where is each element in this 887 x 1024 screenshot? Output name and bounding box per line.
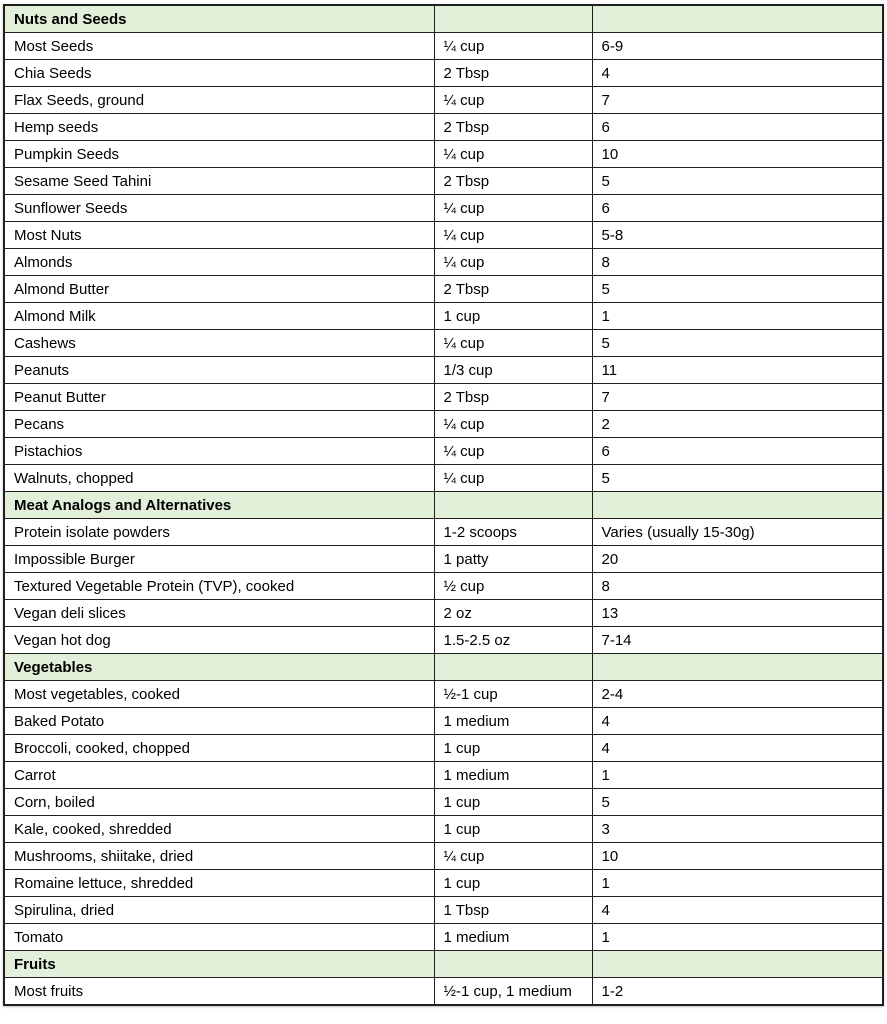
protein-cell: 10 <box>592 843 883 870</box>
food-cell: Sunflower Seeds <box>4 195 434 222</box>
serving-cell: ¼ cup <box>434 87 592 114</box>
protein-cell: 6 <box>592 114 883 141</box>
serving-cell: ¼ cup <box>434 195 592 222</box>
section-header-row <box>4 492 883 519</box>
food-row <box>4 762 883 789</box>
protein-cell: 1-2 <box>592 978 883 1006</box>
food-cell: Textured Vegetable Protein (TVP), cooked <box>4 573 434 600</box>
section-empty-cell <box>434 951 592 978</box>
serving-cell: ½-1 cup, 1 medium <box>434 978 592 1006</box>
serving-cell: ¼ cup <box>434 141 592 168</box>
food-row <box>4 168 883 195</box>
food-row <box>4 465 883 492</box>
serving-cell: 1 cup <box>434 870 592 897</box>
protein-cell: 2 <box>592 411 883 438</box>
food-cell: Most vegetables, cooked <box>4 681 434 708</box>
serving-cell: 1 medium <box>434 762 592 789</box>
food-cell: Almond Milk <box>4 303 434 330</box>
serving-cell: 1 Tbsp <box>434 897 592 924</box>
food-row <box>4 114 883 141</box>
food-row <box>4 60 883 87</box>
food-row <box>4 357 883 384</box>
food-row <box>4 384 883 411</box>
food-cell: Almond Butter <box>4 276 434 303</box>
serving-cell: ¼ cup <box>434 843 592 870</box>
protein-cell: 2-4 <box>592 681 883 708</box>
protein-cell: 10 <box>592 141 883 168</box>
protein-cell: 6-9 <box>592 33 883 60</box>
protein-cell: 4 <box>592 60 883 87</box>
food-cell: Broccoli, cooked, chopped <box>4 735 434 762</box>
serving-cell: 2 Tbsp <box>434 114 592 141</box>
protein-cell: 13 <box>592 600 883 627</box>
food-row <box>4 789 883 816</box>
serving-cell: ½ cup <box>434 573 592 600</box>
section-title: Meat Analogs and Alternatives <box>4 492 434 519</box>
food-cell: Vegan deli slices <box>4 600 434 627</box>
food-row <box>4 222 883 249</box>
serving-cell: 2 Tbsp <box>434 168 592 195</box>
section-header-row <box>4 951 883 978</box>
food-cell: Most Seeds <box>4 33 434 60</box>
protein-cell: 7-14 <box>592 627 883 654</box>
protein-cell: 5 <box>592 276 883 303</box>
food-row <box>4 33 883 60</box>
food-row <box>4 276 883 303</box>
serving-cell: 1 cup <box>434 735 592 762</box>
protein-cell: 5 <box>592 465 883 492</box>
serving-cell: 1 medium <box>434 924 592 951</box>
serving-cell: ¼ cup <box>434 330 592 357</box>
food-row <box>4 330 883 357</box>
food-cell: Protein isolate powders <box>4 519 434 546</box>
food-cell: Tomato <box>4 924 434 951</box>
food-cell: Mushrooms, shiitake, dried <box>4 843 434 870</box>
food-cell: Peanuts <box>4 357 434 384</box>
protein-cell: 5 <box>592 330 883 357</box>
food-row <box>4 411 883 438</box>
protein-cell: 5-8 <box>592 222 883 249</box>
protein-cell: 8 <box>592 573 883 600</box>
protein-cell: 7 <box>592 384 883 411</box>
protein-food-table <box>3 4 884 1006</box>
serving-cell: 2 Tbsp <box>434 276 592 303</box>
food-row <box>4 303 883 330</box>
food-row <box>4 816 883 843</box>
food-cell: Carrot <box>4 762 434 789</box>
protein-cell: 3 <box>592 816 883 843</box>
protein-cell: 11 <box>592 357 883 384</box>
protein-cell: 5 <box>592 789 883 816</box>
food-row <box>4 195 883 222</box>
food-row <box>4 708 883 735</box>
serving-cell: 2 Tbsp <box>434 384 592 411</box>
section-empty-cell <box>434 5 592 33</box>
food-row <box>4 897 883 924</box>
food-row <box>4 249 883 276</box>
serving-cell: ½-1 cup <box>434 681 592 708</box>
serving-cell: ¼ cup <box>434 33 592 60</box>
serving-cell: ¼ cup <box>434 222 592 249</box>
food-cell: Flax Seeds, ground <box>4 87 434 114</box>
protein-cell: 1 <box>592 924 883 951</box>
protein-cell: 6 <box>592 195 883 222</box>
section-empty-cell <box>592 492 883 519</box>
food-row <box>4 141 883 168</box>
serving-cell: 1-2 scoops <box>434 519 592 546</box>
food-cell: Baked Potato <box>4 708 434 735</box>
food-cell: Hemp seeds <box>4 114 434 141</box>
food-cell: Peanut Butter <box>4 384 434 411</box>
food-row <box>4 978 883 1006</box>
section-header-row <box>4 654 883 681</box>
section-title: Nuts and Seeds <box>4 5 434 33</box>
food-row <box>4 681 883 708</box>
food-row <box>4 87 883 114</box>
food-row <box>4 627 883 654</box>
serving-cell: 1 cup <box>434 816 592 843</box>
food-row <box>4 924 883 951</box>
protein-cell: 20 <box>592 546 883 573</box>
food-cell: Romaine lettuce, shredded <box>4 870 434 897</box>
food-row <box>4 438 883 465</box>
serving-cell: ¼ cup <box>434 438 592 465</box>
food-cell: Pumpkin Seeds <box>4 141 434 168</box>
protein-cell: 4 <box>592 735 883 762</box>
food-cell: Chia Seeds <box>4 60 434 87</box>
section-header-row <box>4 5 883 33</box>
food-row <box>4 573 883 600</box>
protein-cell: 1 <box>592 303 883 330</box>
food-row <box>4 843 883 870</box>
food-table-body <box>4 5 883 1005</box>
serving-cell: 1.5-2.5 oz <box>434 627 592 654</box>
food-row <box>4 519 883 546</box>
serving-cell: 1 cup <box>434 789 592 816</box>
serving-cell: 1 medium <box>434 708 592 735</box>
food-cell: Spirulina, dried <box>4 897 434 924</box>
food-cell: Cashews <box>4 330 434 357</box>
protein-cell: 8 <box>592 249 883 276</box>
food-row <box>4 600 883 627</box>
section-empty-cell <box>592 654 883 681</box>
protein-cell: 5 <box>592 168 883 195</box>
food-cell: Almonds <box>4 249 434 276</box>
food-cell: Kale, cooked, shredded <box>4 816 434 843</box>
serving-cell: ¼ cup <box>434 411 592 438</box>
serving-cell: ¼ cup <box>434 465 592 492</box>
section-empty-cell <box>434 492 592 519</box>
protein-cell: 4 <box>592 897 883 924</box>
section-title: Fruits <box>4 951 434 978</box>
section-title: Vegetables <box>4 654 434 681</box>
food-cell: Vegan hot dog <box>4 627 434 654</box>
food-cell: Sesame Seed Tahini <box>4 168 434 195</box>
food-row <box>4 735 883 762</box>
food-row <box>4 870 883 897</box>
food-cell: Impossible Burger <box>4 546 434 573</box>
food-cell: Corn, boiled <box>4 789 434 816</box>
food-cell: Walnuts, chopped <box>4 465 434 492</box>
section-empty-cell <box>592 951 883 978</box>
protein-cell: 1 <box>592 762 883 789</box>
section-empty-cell <box>592 5 883 33</box>
protein-cell: 1 <box>592 870 883 897</box>
serving-cell: 2 Tbsp <box>434 60 592 87</box>
food-cell: Pecans <box>4 411 434 438</box>
section-empty-cell <box>434 654 592 681</box>
serving-cell: 1/3 cup <box>434 357 592 384</box>
food-cell: Most fruits <box>4 978 434 1006</box>
serving-cell: ¼ cup <box>434 249 592 276</box>
serving-cell: 1 cup <box>434 303 592 330</box>
protein-cell: 4 <box>592 708 883 735</box>
serving-cell: 1 patty <box>434 546 592 573</box>
serving-cell: 2 oz <box>434 600 592 627</box>
food-cell: Pistachios <box>4 438 434 465</box>
protein-cell: Varies (usually 15-30g) <box>592 519 883 546</box>
food-row <box>4 546 883 573</box>
protein-cell: 6 <box>592 438 883 465</box>
food-cell: Most Nuts <box>4 222 434 249</box>
protein-cell: 7 <box>592 87 883 114</box>
